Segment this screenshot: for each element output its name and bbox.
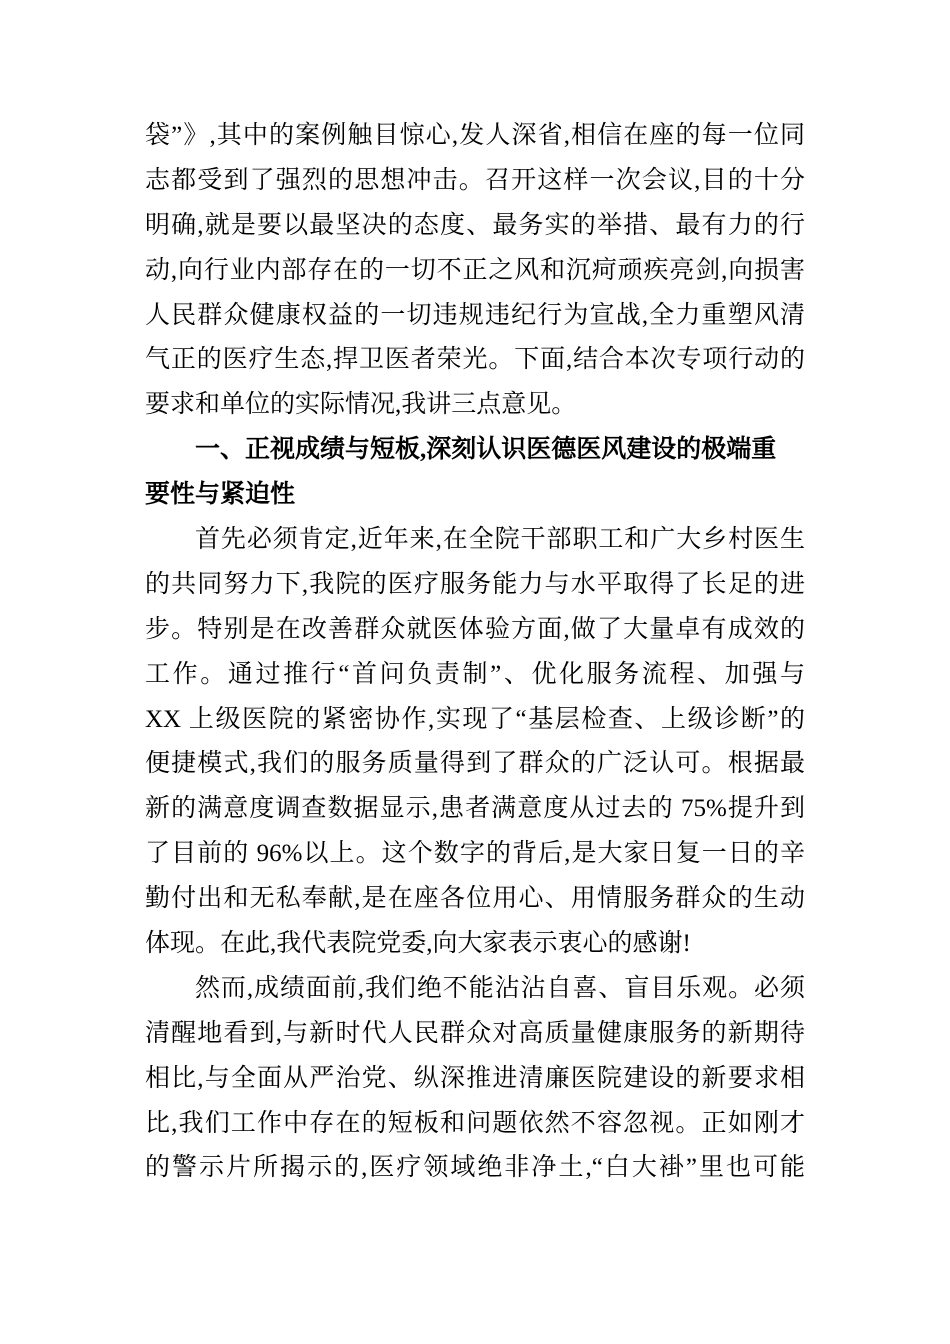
text-line: 袋”》,其中的案例触目惊心,发人深省,相信在座的每一位同	[145, 122, 805, 149]
text-line: 要求和单位的实际情况,我讲三点意见。	[145, 391, 577, 419]
text-line: 动,向行业内部存在的一切不正之风和沉疴顽疾亮剑,向损害	[145, 256, 805, 284]
text-line: 人民群众健康权益的一切违规违纪行为宣战,全力重塑风清	[145, 301, 805, 329]
text-line: 体现。在此,我代表院党委,向大家表示衷心的感谢!	[145, 930, 691, 958]
text-line: 步。特别是在改善群众就医体验方面,做了大量卓有成效的	[145, 615, 805, 643]
text-line: 明确,就是要以最坚决的态度、最务实的举措、最有力的行	[145, 211, 805, 239]
document-body	[145, 114, 805, 1191]
text-line: 气正的医疗生态,捍卫医者荣光。下面,结合本次专项行动的	[145, 346, 805, 374]
text-line: 勤付出和无私奉献,是在座各位用心、用情服务群众的生动	[145, 885, 805, 913]
heading-line: 一、正视成绩与短板,深刻认识医德医风建设的极端重	[195, 436, 777, 464]
text-line: 的警示片所揭示的,医疗领域绝非净土,“白大褂”里也可能	[145, 1154, 805, 1182]
text-line: 新的满意度调查数据显示,患者满意度从过去的 75%提升到	[145, 795, 805, 823]
text-line: 相比,与全面从严治党、纵深推进清廉医院建设的新要求相	[145, 1064, 805, 1092]
text-line: 清醒地看到,与新时代人民群众对高质量健康服务的新期待	[145, 1019, 805, 1047]
paragraph-opening-remarks	[145, 114, 805, 428]
text-line: 首先必须肯定,近年来,在全院干部职工和广大乡村医生	[195, 526, 805, 554]
paragraph-shortcomings	[145, 967, 805, 1191]
text-line: 便捷模式,我们的服务质量得到了群众的广泛认可。根据最	[145, 750, 805, 778]
paragraph-achievements	[145, 518, 805, 967]
text-line: XX 上级医院的紧密协作,实现了“基层检查、上级诊断”的	[145, 705, 805, 733]
text-line: 志都受到了强烈的思想冲击。召开这样一次会议,目的十分	[145, 166, 805, 194]
text-line: 比,我们工作中存在的短板和问题依然不容忽视。正如刚才	[145, 1109, 805, 1137]
heading-line: 要性与紧迫性	[145, 481, 296, 509]
text-line: 然而,成绩面前,我们绝不能沾沾自喜、盲目乐观。必须	[195, 974, 805, 1002]
text-line: 了目前的 96%以上。这个数字的背后,是大家日复一日的辛	[145, 840, 805, 868]
text-line: 工作。通过推行“首问负责制”、优化服务流程、加强与	[145, 660, 805, 688]
text-line: 的共同努力下,我院的医疗服务能力与水平取得了长足的进	[145, 570, 805, 598]
section-heading	[145, 428, 805, 518]
